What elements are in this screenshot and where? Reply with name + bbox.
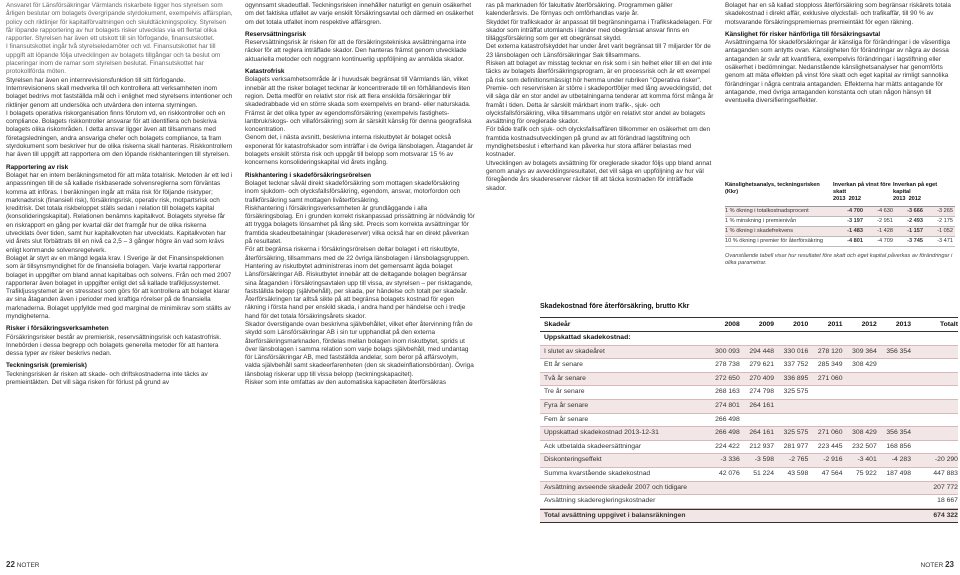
cell-value: 271 060 <box>817 429 843 437</box>
row-label: Diskonteringseffekt <box>544 456 602 464</box>
cell-value: 278 738 <box>715 361 740 369</box>
paragraph: Avsättningarna för skadeförsäkringar är känsliga för förändringar i de väsentliga antaganden som antytts ovan. Känsligheten för förändringar av några av dessa antaganden är svår att kvantifiera, exempelvis förändringar i lagstiftning eller osäkerhet i bedömningar. Nedanstående känslighetsanalyser har genomförts genom att mäta effekten på vinst före skatt och eget kapital av rimligt sannolika förändringar i några centrala antaganden. Effekterna har mätts antagande för antagande, med övriga antaganden konstanta och utan någon hänsyn till eventuella diversifieringseffekter. <box>725 39 951 105</box>
cell-value: 272 650 <box>715 374 740 382</box>
paragraph: I finansutskottet ingår två styrelseledamöter och vd. Finansutskottet har till uppgift att löpande följa utvecklingen av bolagets tillgångar och ta beslut om placeringar inom de ramar som styrelsen beslutat. Finansutskottet har protokollförda möten. <box>6 43 221 76</box>
table-row <box>540 386 958 400</box>
cell-value: 268 163 <box>715 388 740 396</box>
cell-value: -4 801 <box>847 238 863 244</box>
cell-value <box>808 414 842 427</box>
section-heading: Riskhantering i skadeförsäkringsrörelsen <box>245 171 372 179</box>
cell-value: 47 564 <box>821 469 843 477</box>
text-column-2 <box>245 2 475 557</box>
paragraph: Bolaget har en så kallad stopploss återförsäkring som begränsar riskärets totala skadekostnad i direkt affär, exklusive olycksfall- och trafikaffär, till 90 % av motsvarande försäkringspremiernas premieintäkt för egen räkning. <box>725 2 951 26</box>
cell-value <box>705 482 739 495</box>
sensitivity-note: Ovanstående tabell visar hur resultatet före skatt och eget kapital påverkas av förändringar i olika parametrar. <box>725 253 953 266</box>
cell-value: 278 120 <box>817 347 843 355</box>
column-header: 2011 <box>827 321 843 328</box>
sensitivity-header <box>725 182 955 207</box>
cell-value: 43 598 <box>787 469 809 477</box>
sensitivity-row <box>725 217 955 227</box>
cell-value <box>808 495 842 508</box>
cell-value <box>842 400 876 413</box>
claims-section-label: Uppskattad skadekostnad: <box>540 332 958 346</box>
cell-value <box>740 414 774 427</box>
table-row <box>540 346 958 360</box>
cell-value <box>705 495 739 508</box>
paragraph: Det externa katastrofskyddet har under året varit begränsat till 7 miljarder för de 23 länsbolagen och Länsförsäkringar Sak tillsammans. <box>486 43 711 59</box>
cell-value: -3 598 <box>754 456 774 464</box>
cell-value: 308 429 <box>852 361 877 369</box>
cell-value: 330 016 <box>783 347 809 355</box>
paragraph: Teckningsrisken är risken att skade- och driftskostnaderna inte täcks av premieintäkten. Det vill säga risken för förlust på grund av <box>6 370 208 387</box>
cell-value: 18 667 <box>937 497 958 505</box>
cell-value: -3 745 <box>907 238 923 244</box>
cell-value: -2 951 <box>877 218 893 224</box>
cell-value <box>911 400 958 413</box>
cell-value: -4 630 <box>877 208 893 214</box>
cell-value <box>877 495 911 508</box>
cell-value: 281 977 <box>783 442 809 450</box>
row-label: I slutet av skadeåret <box>544 347 605 355</box>
footer-label: NOTER <box>920 562 944 569</box>
cell-value: 325 575 <box>783 388 809 396</box>
page-number: 22 <box>6 560 15 569</box>
paragraph: ogynnsamt skadeutfall. Teckningsrisken innehåller naturligt en genuin osäkerhet om det faktiska utfallet av varje enskilt försäkringsavtal och därmed en osäkerhet om det totala utfallet inom respektive affärsgren. <box>245 2 474 26</box>
claims-table-header <box>540 317 958 332</box>
cell-value <box>808 482 842 495</box>
paragraph: Styrelsen har även en internrevisionsfunktion till sitt förfogande. Internrevisionens skall medverka till och kontrollera att verksamheten inom bolaget bedrivs mot fastställda mål och i enlighet med styrelsens intentioner och riktlinjer genom att undersöka och utvärdera den interna styrningen. <box>6 76 233 109</box>
paragraph: Försäkringsrisker består av premierisk, reservsättningsrisk och katastrofrisk. Innebörden i dessa begrepp och bolagets generella metoder för att hantera dessa typer av risker beskrivs nedan. <box>6 333 222 358</box>
claims-table <box>540 303 958 523</box>
sensitivity-head-b: Inverkan på eget kapital 2013 2012 <box>893 182 938 202</box>
cell-value <box>877 414 911 427</box>
cell-value: -2 175 <box>937 218 953 224</box>
cell-value <box>842 482 876 495</box>
cell-value: 264 161 <box>749 401 774 409</box>
cell-value <box>877 400 911 413</box>
section-heading: Rapportering av risk <box>6 163 69 171</box>
row-label: 1 % minskning i premienivån <box>725 218 797 224</box>
column-header: 2012 <box>861 321 877 328</box>
sensitivity-row <box>725 237 955 247</box>
column-header: 2013 <box>895 321 911 328</box>
cell-value <box>842 414 876 427</box>
cell-value <box>740 482 774 495</box>
cell-value <box>877 510 911 523</box>
table-row <box>540 482 958 496</box>
paragraph: Risken att bolaget av misstag tecknar en risk som i sin helhet eller till en del inte täcks av bolagets återförsäkringsprogram, är en processrisk och är ett exempel på risk som definitionsmässigt hör hemma under rubriken "Operativa risker". <box>486 60 712 84</box>
paragraph: ras på marknaden för fakultativ återförsäkring. Programmen gäller kalenderårsvis. De förnyas och omförhandlas varje år. <box>486 2 673 18</box>
cell-value <box>911 386 958 399</box>
cell-value: 223 445 <box>817 442 843 450</box>
cell-value: -3 666 <box>907 208 923 214</box>
cell-value <box>808 400 842 413</box>
column-header: 2010 <box>793 321 809 328</box>
text-column-1 <box>6 2 234 557</box>
cell-value <box>911 346 958 359</box>
cell-value <box>705 510 739 523</box>
table-row <box>540 468 958 482</box>
cell-value: 271 060 <box>817 374 843 382</box>
sensitivity-head-a: Inverkan på vinst före skatt 2013 2012 <box>833 182 891 202</box>
paragraph: Riskhantering i försäkringsverksamheten är grundläggande i alla försäkringsbolag. En i grunden korrekt riskanpassad prissättning är nödvändig för att trygga bolagets lönsamhet på lång sikt. Precis som korrekta avsättningar för framtida skadeutbetalningar (skadereserver) vilka också har en direkt påverkan på resultatet. <box>245 204 475 246</box>
paragraph: I bolagets operativa riskorganisation finns förutom vd, en riskkontroller och en compliance. Bolagets riskkontroller ansvarar för att identifiera och beskriva bolagets olika riskområden. I detta ansvar ligger även att tillsammans med företagsledningen, andra ansvariga chefer och bolagets compliance, ta fram styrdokument som beskriver hur de olika riskerna skall hanteras. Riskkontrollern har även till uppgift att rapportera om den löpande riskhanteringen till styrelsen. <box>6 109 233 159</box>
paragraph: Risker som inte omfattas av den automatiska kapaciteten återförsäkras <box>245 379 447 387</box>
cell-value: -1 483 <box>847 228 863 234</box>
cell-value: 325 575 <box>783 429 809 437</box>
table-row <box>540 414 958 428</box>
cell-value: -3 197 <box>847 218 863 224</box>
column-header: Totalt <box>939 321 958 328</box>
cell-value <box>911 427 958 440</box>
cell-value: 309 364 <box>852 347 877 355</box>
section-heading: Reservsättningsrisk <box>245 30 307 38</box>
paragraph: För att begränsa riskerna i försäkringsrörelsen deltar bolaget i ett riskutbyte, återförsäkring, tillsammans med de 22 övriga länsbolagen i länsbolagsgruppen. Hantering av riskutbytet administreras inom det gemensamt ägda bolaget Länsförsäkringar AB. Riskutbytet innebär att de deltagande bolagen begränsar sina åtaganden i försäkringsavtalen upp till vissa, av styrelsen – per risktagande, fastställda belopp (självbehåll), per skada, per händelse och totalt per skadeår. Återförsäkringen tar alltså sikte på att begränsa bolagets kostnad för egen räkning i första hand per enskild skada, i andra hand per händelse och i tredje hand för det totala försäkringsårets skador. <box>245 246 473 320</box>
sensitivity-row <box>725 227 955 237</box>
paragraph: Skyddet för trafikskador är anpassat till begränsningarna i Trafikskadelagen. För skador som inträffat utomlands i länder med obegränsat ansvar finns en tilläggsförsäkring som ger ett obegränsat skydd. <box>486 18 713 43</box>
cell-value: -20 290 <box>934 456 958 464</box>
cell-value: 232 507 <box>852 442 877 450</box>
cell-value <box>911 414 958 427</box>
cell-value: 207 772 <box>933 483 958 491</box>
cell-value <box>911 373 958 386</box>
cell-value <box>842 495 876 508</box>
row-label: Avsättning avseende skadeår 2007 och tidigare <box>544 483 688 491</box>
table-row <box>540 400 958 414</box>
cell-value: -4 283 <box>891 456 911 464</box>
cell-value: 674 322 <box>933 511 958 519</box>
cell-value: -4 709 <box>877 238 893 244</box>
cell-value <box>808 386 842 399</box>
cell-value <box>911 359 958 372</box>
cell-value: -1 052 <box>937 228 953 234</box>
paragraph: Utvecklingen av bolagets avsättning för oreglerade skador följs upp bland annat genom analys av avvecklingsresultatet, det vill säga en uppföljning av hur väl föregående års skadereserver räcker till att täcka kostnaden för inträffade skador. <box>486 159 712 192</box>
cell-value: 274 798 <box>749 388 774 396</box>
cell-value <box>740 510 774 523</box>
cell-value <box>774 495 808 508</box>
paragraph: Reservsättningsrisk är risken för att de försäkringstekniska avsättningarna inte räcker för att reglera inträffade skador. Den hanteras främst genom utvecklade aktuariella metoder och noggrann kontinuerlig uppföljning av anmälda skador. <box>245 39 467 63</box>
cell-value <box>842 373 876 386</box>
section-heading: Teckningsrisk (premierisk) <box>6 362 87 370</box>
cell-value: -1 157 <box>907 228 923 234</box>
cell-value: 224 422 <box>715 442 740 450</box>
cell-value: 300 093 <box>715 347 740 355</box>
section-heading: Risker i försäkringsverksamheten <box>6 325 109 333</box>
row-label: Total avsättning uppgivet i balansräkningen <box>544 511 686 519</box>
column-header: 2009 <box>758 321 774 328</box>
table-row <box>540 427 958 441</box>
column-header: Skadeår <box>544 321 571 328</box>
cell-value: -2 916 <box>823 456 843 464</box>
cell-value <box>774 510 808 523</box>
row-label: Ack utbetalda skadeersättningar <box>544 442 642 450</box>
cell-value: 187 498 <box>886 469 911 477</box>
column-header: 2008 <box>724 321 740 328</box>
cell-value: 212 937 <box>749 442 774 450</box>
cell-value: 356 354 <box>886 429 911 437</box>
cell-value <box>842 510 876 523</box>
cell-value <box>877 373 911 386</box>
cell-value: 279 621 <box>749 361 774 369</box>
table-row <box>540 359 958 373</box>
footer-right <box>921 560 954 569</box>
cell-value: 264 161 <box>749 429 774 437</box>
cell-value <box>877 386 911 399</box>
paragraph: Premie- och reservrisken är större i skadeportföljer med lång avvecklingstid, det vill säga där en stor andel av utbetalningarna tenderar att komma först många år framåt i tiden. Detta är särskilt märkbart inom trafik-, sjuk- och olycksfallsförsäkring, vilka tillsammans utgör en relativt stor andel av bolagets avsättning för oreglerade skador. <box>486 84 714 126</box>
footer-left <box>6 560 39 569</box>
cell-value <box>740 495 774 508</box>
cell-value: 447 883 <box>933 469 958 477</box>
paragraph: Skador överstigande ovan beskrivna självbehållet, vilket efter återvinning från de skydd som Länsförsäkringar AB i sin tur upphandlat på den externa återförsäkringsmarknaden, fördelas mellan bolagen inom riskutbytet, sprids ut över länsbolagen i samma relation som varje bolags självbehåll, med undantag för Länsförsäkringar AB, med fastställda andelar, som beror på affärsvolym, valda självbehåll samt skadeerfarenheten (den sk skadeinflationsbördan). Övriga länsbolag riskerar upp till vissa belopp (teckningskapacitet). <box>245 320 474 378</box>
cell-value: -1 428 <box>877 228 893 234</box>
cell-value: 266 498 <box>715 429 740 437</box>
text-column-3 <box>486 2 714 294</box>
cell-value: -3 471 <box>937 238 953 244</box>
cell-value <box>877 482 911 495</box>
paragraph: För både trafik och sjuk- och olycksfallsaffären tillkommer en osäkerhet om den framtida kostnadsutvecklingen på grund av att förändrad lagstiftning och myndighetsbeslut i efterhand kan påverka hur stora affärer belastas med kostnader. <box>486 126 711 159</box>
paragraph: Bolaget har en intern beräkningsmetod för att mäta totalrisk. Metoden är ett led i anpassningen till de så kallade riskbaserade solvensreglerna som förväntas komma att införas. I beräkningen ingår att mäta risk för följande risktyper; marknadsrisk (finansiell risk), försäkringsrisk, operativ risk, motpartsrisk och kreditrisk. Det totala riskbeloppet ställs sedan i relation till bolagets kapital (konsolideringskapital). Relationen benämns kapitalkvot. Bolagets styrelse får en riskrapport en gång per kvartal där det framgår hur de olika riskerna utvecklats över tiden, samt hur kapitalkvoten har utvecklats. Kapitalkvoten har vid årets slut förbättrats till en nivå ca 2,5 – 3 gånger högre än vad som krävs enligt kommande solvensregelverk. <box>6 171 233 254</box>
cell-value: -3 401 <box>857 456 877 464</box>
cell-value: 51 224 <box>753 469 774 477</box>
cell-value: 75 922 <box>855 469 877 477</box>
row-label: Summa kvarstående skadekostnad <box>544 469 651 477</box>
text-column-4 <box>725 2 955 184</box>
cell-value <box>911 441 958 454</box>
cell-value: -3 265 <box>937 208 953 214</box>
cell-value: -2 493 <box>907 218 923 224</box>
table-row <box>540 454 958 468</box>
cell-value <box>774 482 808 495</box>
table-row <box>540 495 958 509</box>
row-label: Avsättning skaderegleringskostnader <box>544 497 656 505</box>
cell-value: 308 429 <box>852 429 877 437</box>
cell-value: 266 498 <box>715 415 740 423</box>
cell-value: -2 765 <box>788 456 809 464</box>
row-label: Ett år senare <box>544 361 583 369</box>
row-label: 10 % ökning i premier för återförsäkring <box>725 238 823 244</box>
row-label: Uppskattad skadekostnad 2013-12-31 <box>544 429 659 437</box>
row-label: 1 % ökning i totalkostnadsprocent <box>725 208 809 214</box>
cell-value: -3 336 <box>720 456 740 464</box>
cell-value: 168 856 <box>886 442 911 450</box>
cell-value <box>774 400 808 413</box>
paragraph: Bolaget tecknar såväl direkt skadeförsäkring som mottagen skadeförsäkring inom sjukdom- och olycksfallsförsäkring, egendom, ansvar, motorfordon och trafikförsäkring samt mottagen livåterförsäkring. <box>245 179 461 204</box>
cell-value: 274 801 <box>715 401 740 409</box>
sensitivity-row <box>725 207 955 217</box>
cell-value: 337 752 <box>783 361 809 369</box>
cell-value: 42 076 <box>718 469 740 477</box>
paragraph: Bolagets verksamhetsområde är i huvudsak begränsat till Värmlands län, vilket innebär att the risker bolaget tecknar är koncentrerade till en förhållandevis liten region. Detta medför en relativt stor risk att flera enskilda försäkringar blir skadedrabbade vid en större skada som exempelvis en brand- eller naturskada. Främst är det olika typer av egendomsförsäkring (exempelvis fastighets- lantbruk/skogs- och villaförsäkring) som är särskilt känslig för denna geografiska koncentration. <box>245 76 472 134</box>
paragraph: Ansvaret för Länsförsäkringar Värmlands riskarbete ligger hos styrelsen som årligen beslutar om bolagets övergripande styrdokument, exempelvis affärsplan, policy och riktlinjer för kapitalförvaltningen och skuldtäckningspolicy. Styrelsen får löpande rapportering av hur bolagets risker utvecklas via ett flertal olika rapporter. Styrelsen har även ett utskott till sin förfogande, finansutskottet. <box>6 2 233 43</box>
page-number: 23 <box>945 560 954 569</box>
section-heading: Känslighet för risker hänförliga till försäkringsavtal <box>725 30 881 38</box>
claims-table-title: Skadekostnad före återförsäkring, brutto Kkr <box>540 303 690 310</box>
cell-value <box>842 386 876 399</box>
cell-value <box>877 359 911 372</box>
row-label: 1 % ökning i skadefrekvens <box>725 228 794 234</box>
table-row <box>540 509 958 524</box>
cell-value: 285 349 <box>817 361 843 369</box>
section-heading: Katastrofrisk <box>245 68 285 76</box>
paragraph: Genom det, i nästa avsnitt, beskrivna interna riskutbytet är bolaget också exponerat för katastrofskador som inträffar i de övriga länsbolagen. Åtagandet är bolagets enskilt största risk och uppgår till belopp som motsvarar 15 % av koncernens konsolideringskapital vid årets ingång. <box>245 134 473 167</box>
row-label: Fyra år senare <box>544 401 589 409</box>
cell-value: 336 895 <box>783 374 809 382</box>
sensitivity-head-label: Känslighetsanalys, teckningsrisken (Kkr) <box>725 182 820 195</box>
footer-label: NOTER <box>16 562 40 569</box>
cell-value <box>774 414 808 427</box>
cell-value: -4 700 <box>847 208 863 214</box>
paragraph: Bolaget är styrt av en mängd legala krav. I Sverige är det Finansinspektionen som är tillsynsmyndighet för de finansiella bolagen. Varje kvartal rapporterar bolaget in uppgifter om bland annat kapitalbas och solvens. Från och med 2007 rapporterar även bolaget in uppgifter enligt det så kallade trafikljussystemet. Trafikljussystemet är en stresstest som görs för att kontrollera att bolaget klarar av sina åtaganden även i perioder med kraftiga rörelser på de finansiella marknaderna. Bolaget uppfyllde med god marginal de minimikrav som ställts av myndigheterna. <box>6 254 232 320</box>
cell-value: 294 448 <box>749 347 774 355</box>
cell-value: 270 409 <box>749 374 774 382</box>
sensitivity-table <box>725 182 955 267</box>
row-label: Två år senare <box>544 374 586 382</box>
table-row <box>540 441 958 455</box>
row-label: Tre år senare <box>544 388 585 396</box>
table-row <box>540 373 958 387</box>
cell-value <box>808 510 842 523</box>
row-label: Fem år senare <box>544 415 589 423</box>
cell-value: 356 354 <box>886 347 911 355</box>
